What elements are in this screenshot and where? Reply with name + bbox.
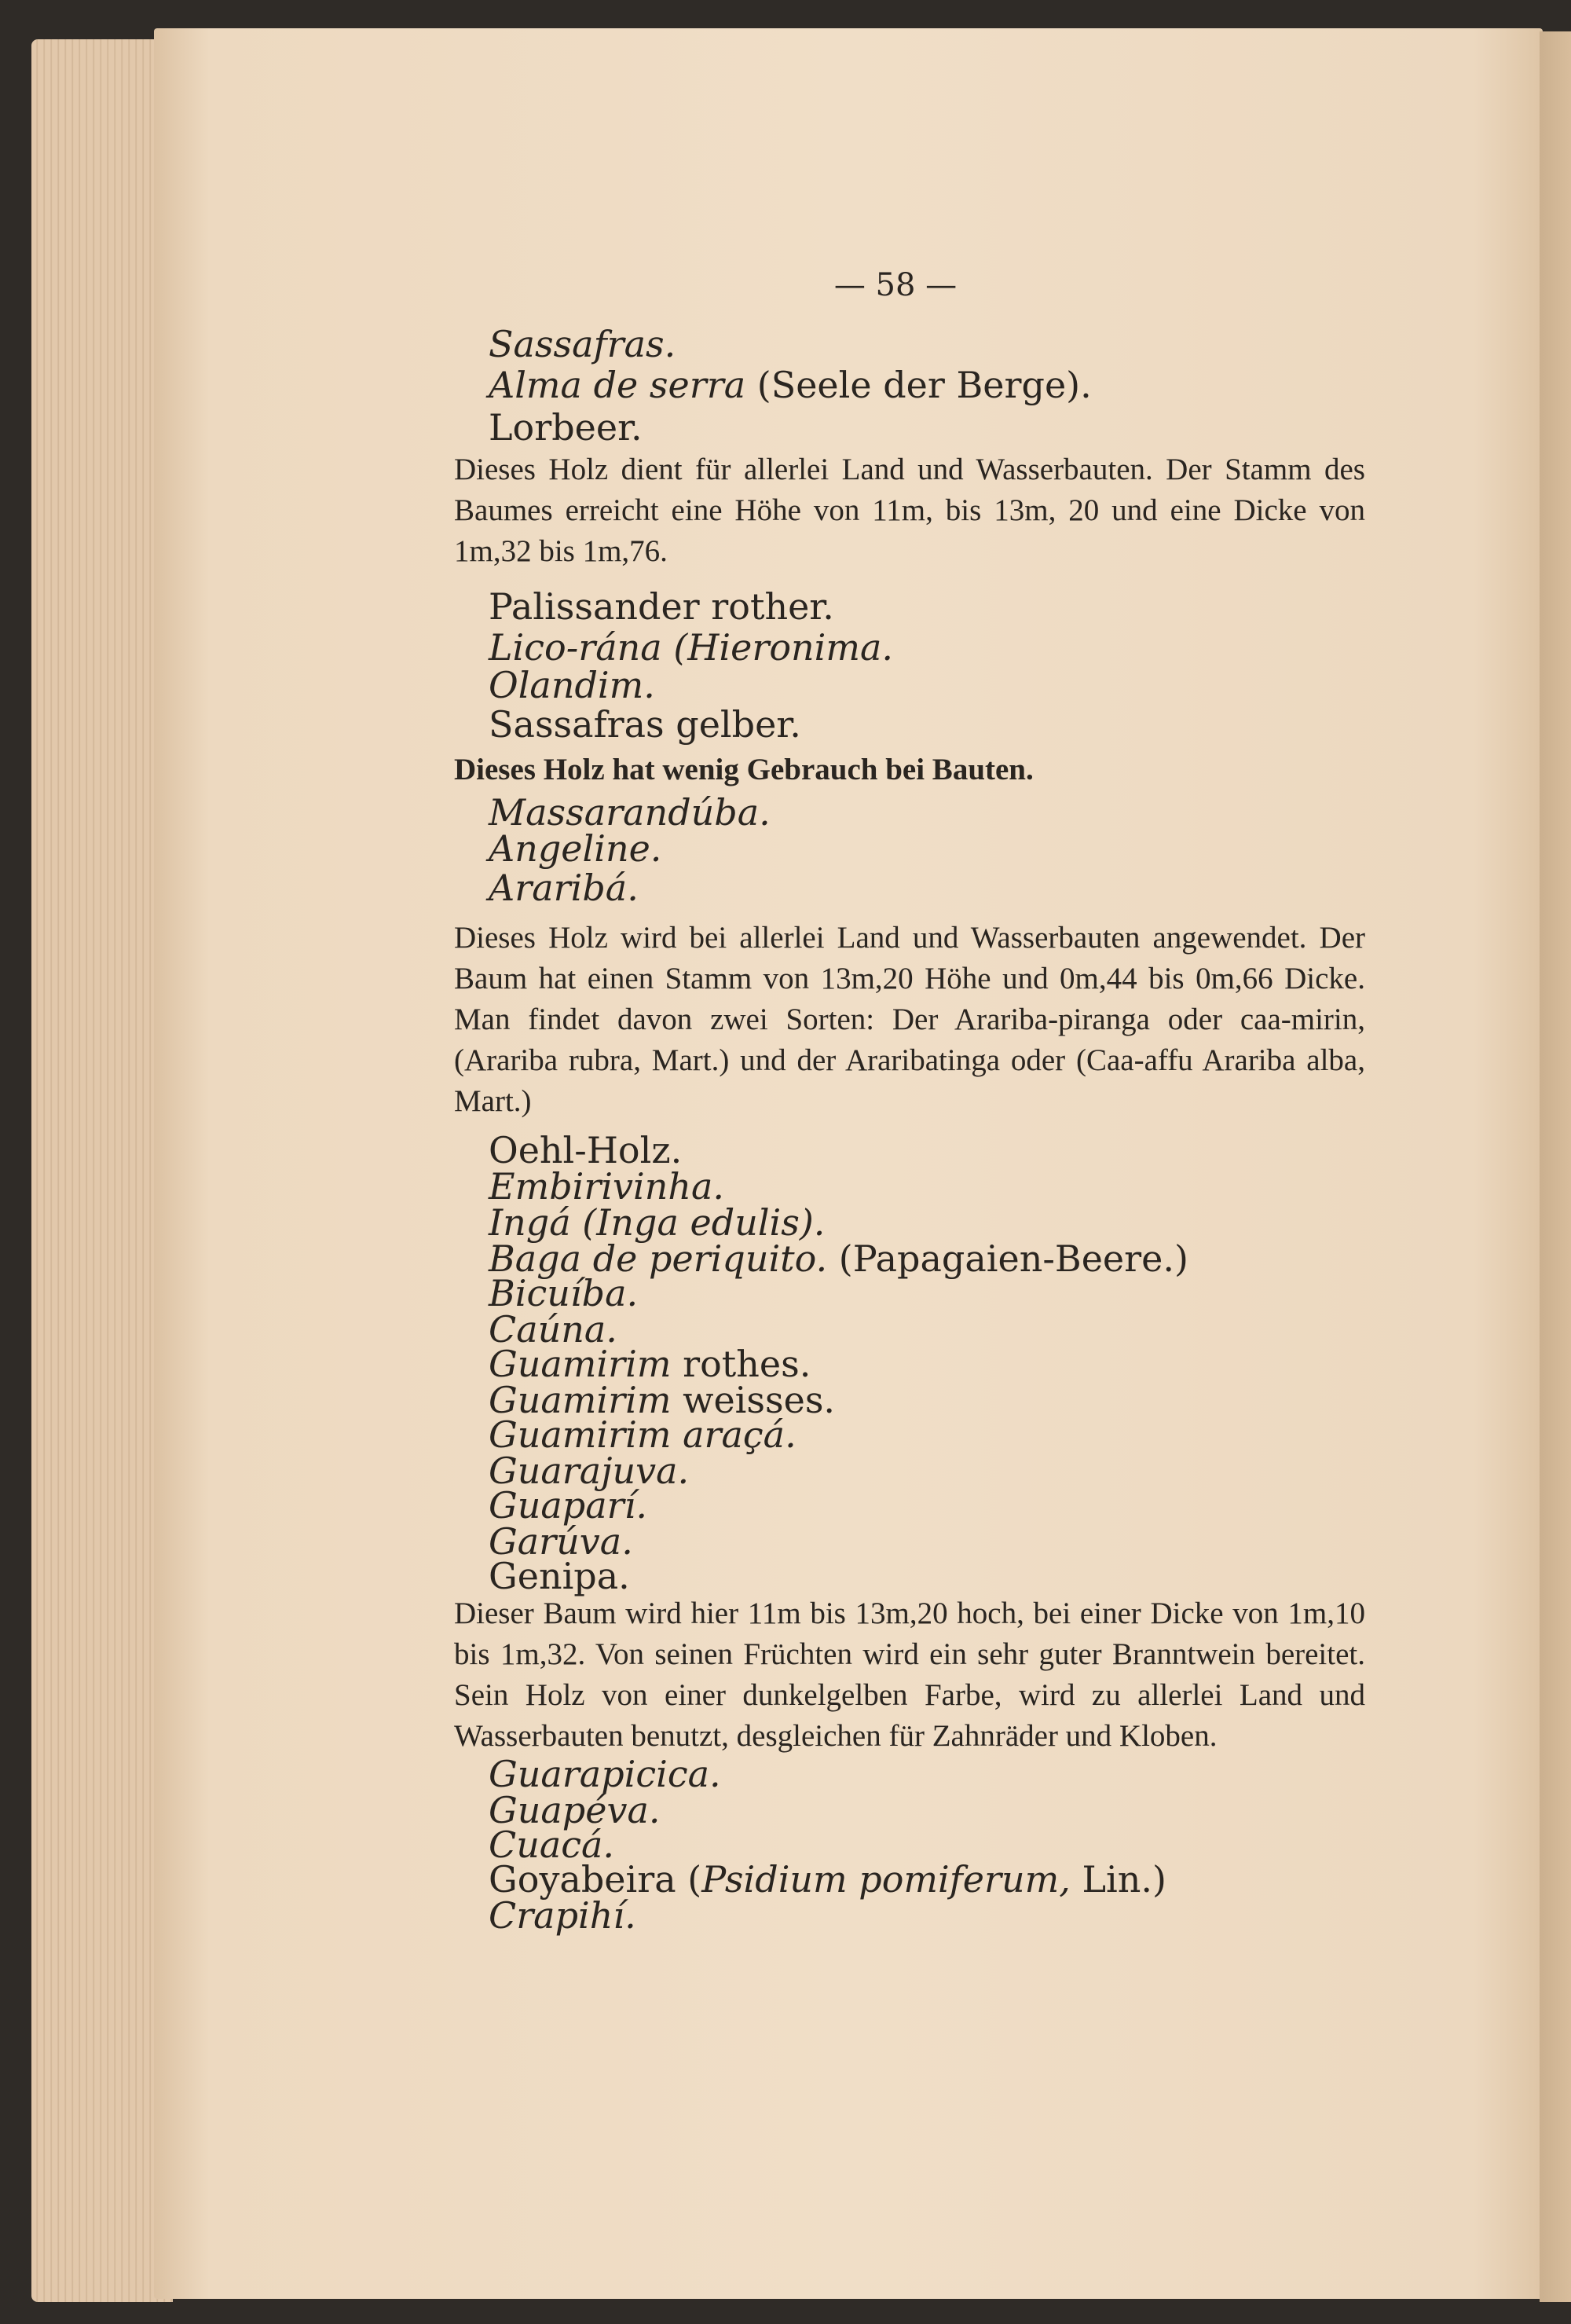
entry-part: Guamirim <box>489 1379 672 1421</box>
entry-palissander: Palissander rother. <box>489 585 834 628</box>
entry-guapeva: Guapéva. <box>489 1789 661 1831</box>
paragraph-arariba: Dieses Holz wird bei allerlei Land und Wasserbauten angewendet. Der Baum hat einen Stamm von 13m,20 Höhe und 0m,44 bis 0m,66 Dicke. Man findet davon zwei Sorten: Der Arariba-piranga oder caa-mirin, (Arariba rubra, Mart.) und der Araribatinga oder (Caa-affu Arariba alba, Mart.) <box>454 921 1365 1118</box>
entry-angeline: Angeline. <box>489 827 662 870</box>
entry-sassafras: Sassafras. <box>489 323 676 365</box>
entry-part: Goyabeira ( <box>489 1858 702 1901</box>
entry-genipa: Genipa. <box>489 1555 630 1597</box>
entry-part: weisses. <box>671 1379 836 1421</box>
entry-part: Lin.) <box>1070 1858 1166 1901</box>
entry-part: Psidium pomiferum, <box>701 1858 1071 1901</box>
entry-olandim: Olandim. <box>489 664 655 706</box>
entry-part: (Seele der Berge). <box>745 364 1092 406</box>
entry-guarajuva: Guarajuva. <box>489 1450 690 1492</box>
entry-massaranduba: Massarandúba. <box>489 791 771 834</box>
entry-arariba: Araribá. <box>489 867 639 909</box>
entry-embirivinha: Embirivinha. <box>489 1165 725 1208</box>
entry-part: Baga de periquito. <box>489 1237 828 1280</box>
page-number: — 58 — <box>833 267 958 303</box>
entry-oehl-holz: Oehl-Holz. <box>489 1129 683 1171</box>
entry-part: (Papagaien-Beere.) <box>827 1237 1188 1280</box>
paragraph-lorbeer: Dieses Holz dient für allerlei Land und Wasserbauten. Der Stamm des Baumes erreicht eine Höhe von 11m, bis 13m, 20 und eine Dicke von 1m,32 bis 1m,76. <box>454 453 1365 568</box>
entry-garuva: Garúva. <box>489 1520 633 1563</box>
paragraph-genipa: Dieser Baum wird hier 11m bis 13m,20 hoch, bei einer Dicke von 1m,10 bis 1m,32. Von seinen Früchten wird ein sehr guter Branntwein bereitet. Sein Holz von einer dunkelgelben Farbe, wird zu allerlei Land und Wasserbauten benutzt, desgleichen für Zahnräder und Kloben. <box>454 1596 1365 1753</box>
entry-guarapicica: Guarapicica. <box>489 1753 721 1795</box>
entry-lico-rana: Lico-rána (Hieronima. <box>489 626 894 669</box>
entry-bicuiba: Bicuíba. <box>489 1272 639 1314</box>
entry-cuaca: Cuacá. <box>489 1824 615 1866</box>
entry-sassafras-gelber: Sassafras gelber. <box>489 703 801 746</box>
entry-inga: Ingá (Inga edulis). <box>489 1201 826 1244</box>
entry-crapihi: Crapihí. <box>489 1894 636 1937</box>
entry-guapari: Guaparí. <box>489 1484 647 1527</box>
entry-alma-de-serra <box>489 365 1092 405</box>
entry-guamirim-araca: Guamirim araçá. <box>489 1413 796 1456</box>
entry-lorbeer: Lorbeer. <box>489 406 643 449</box>
entry-part: rothes. <box>671 1343 811 1385</box>
entry-part: Alma de serra <box>489 364 746 406</box>
entry-cauna: Caúna. <box>489 1308 617 1351</box>
entry-part: Guamirim <box>489 1343 672 1385</box>
paragraph-sassafras-gelber: Dieses Holz hat wenig Gebrauch bei Bauten. <box>454 753 1034 786</box>
